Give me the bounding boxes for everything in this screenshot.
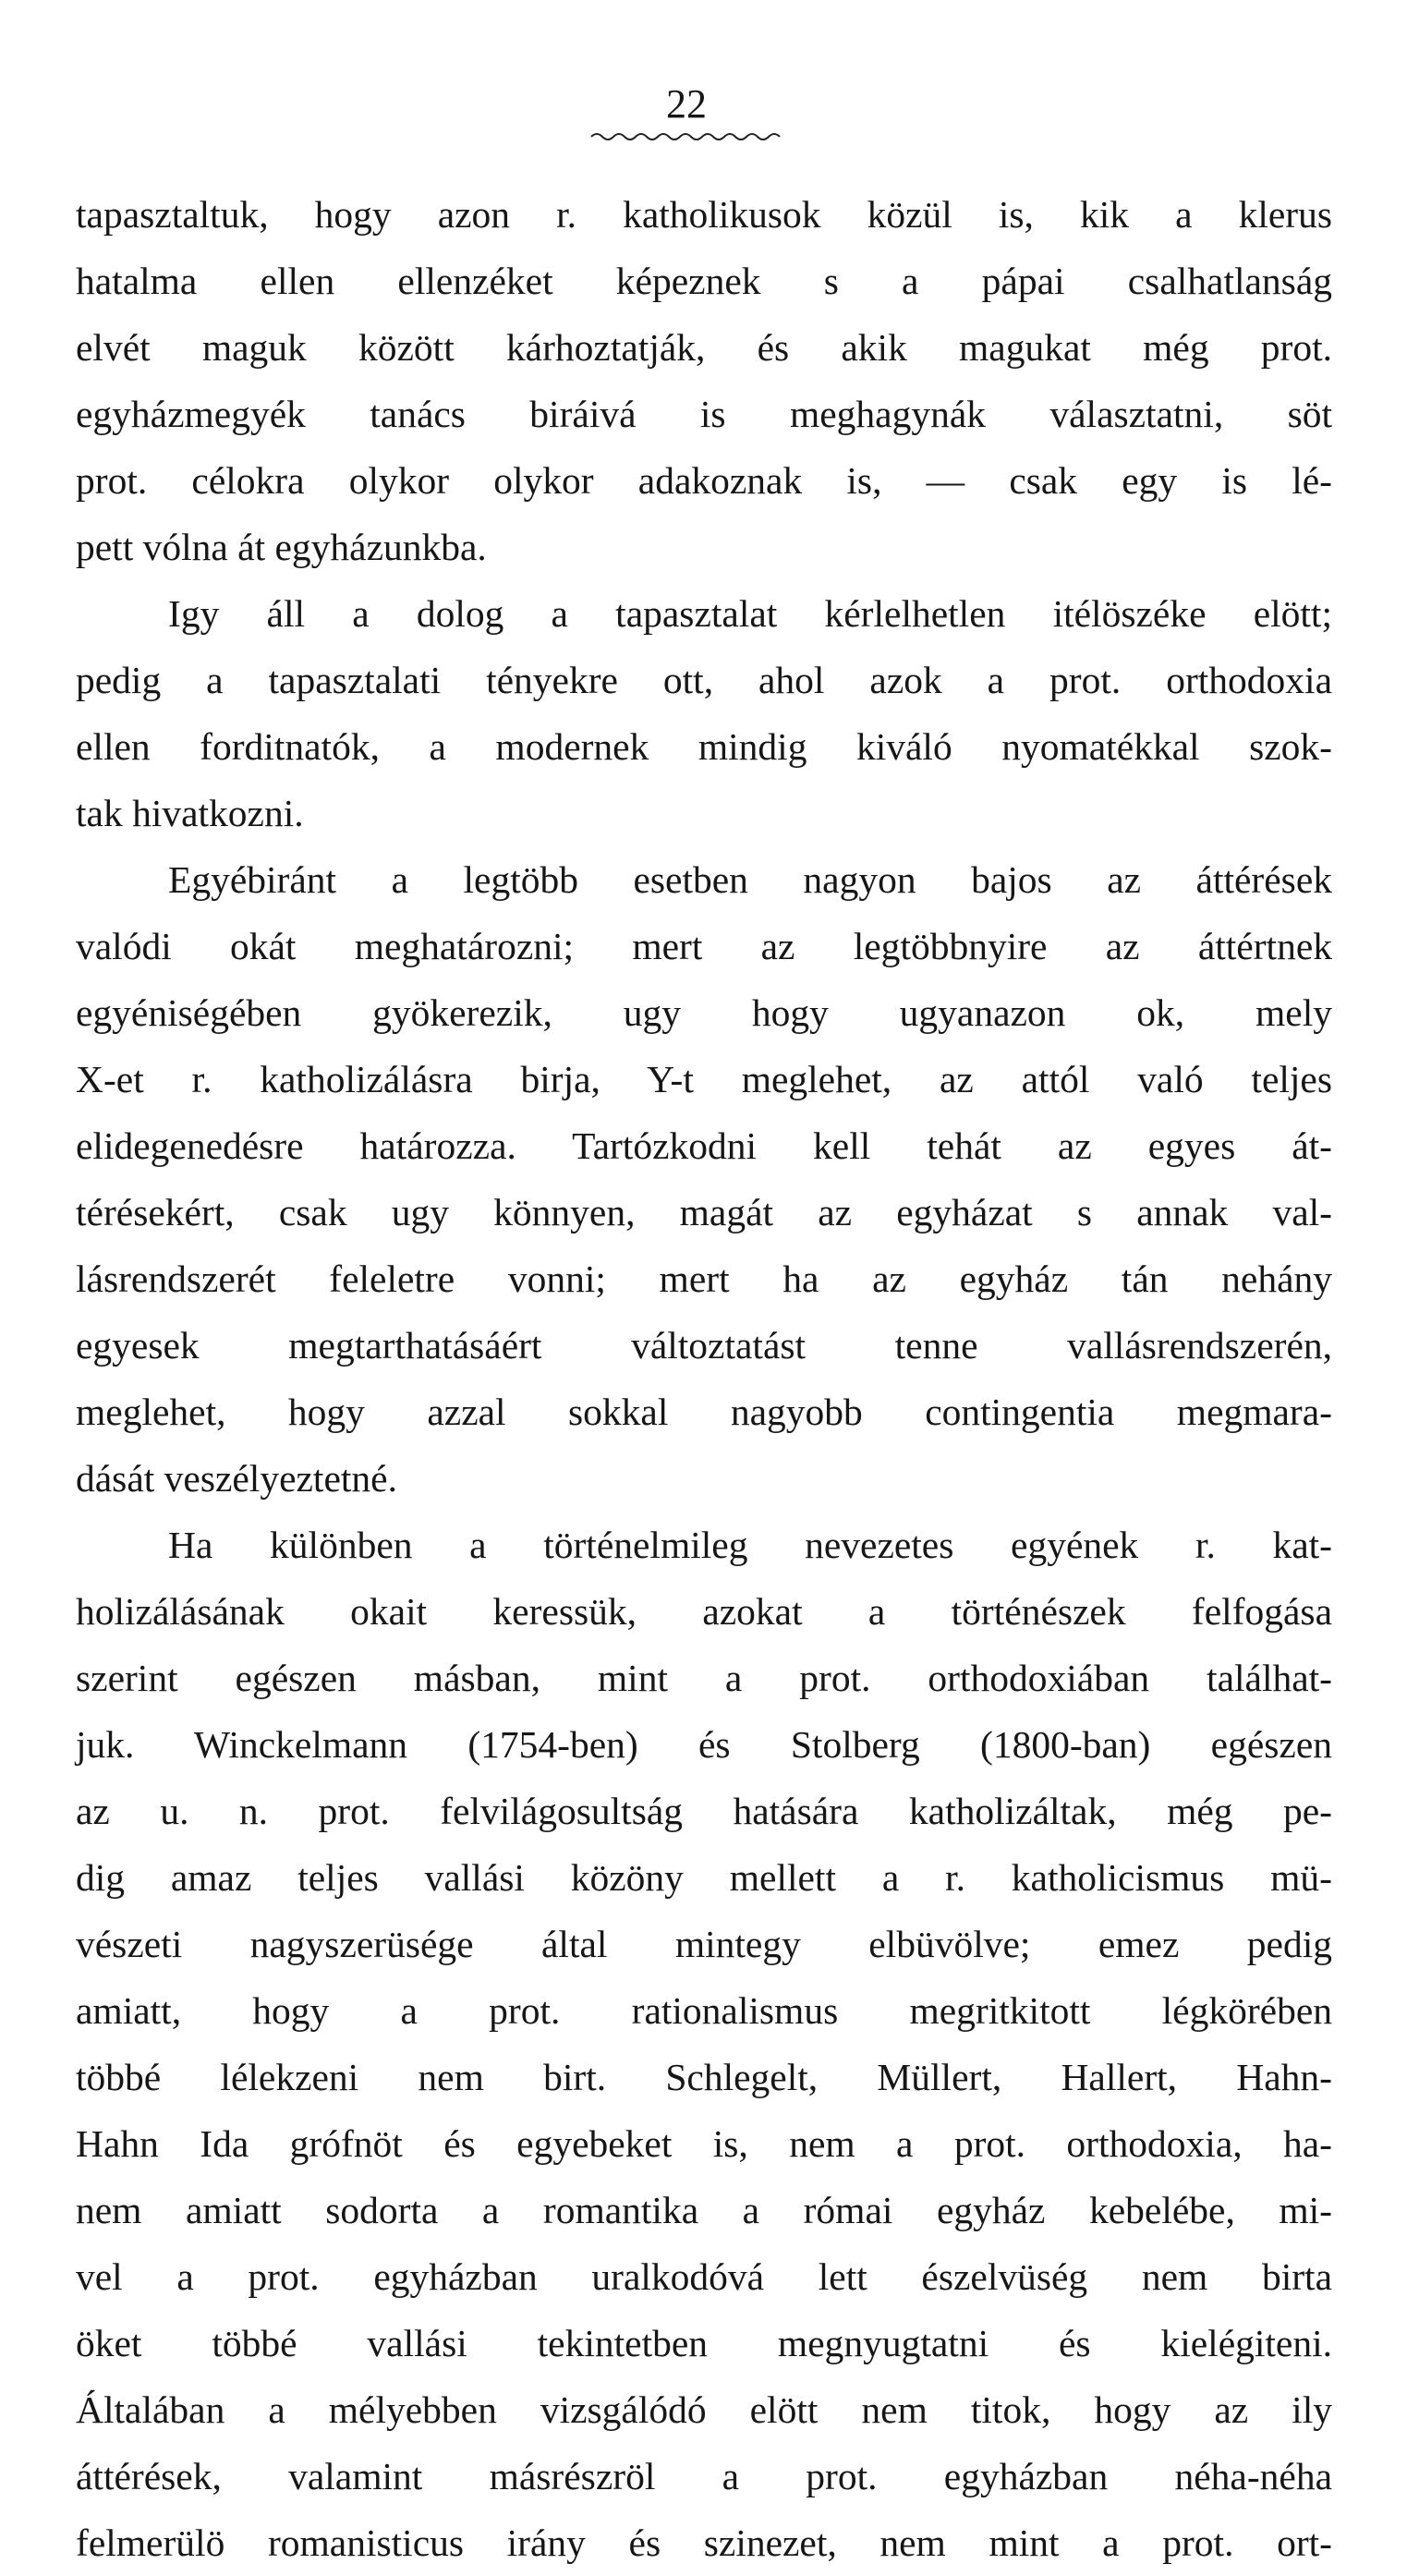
text-line: vel a prot. egyházban uralkodóvá lett észelvüség nem birta: [76, 2255, 1332, 2298]
text-line: pedig a tapasztalati tényekre ott, ahol azok a prot. orthodoxia: [76, 659, 1332, 701]
page-number: 22: [666, 81, 707, 127]
text-line: tak hivatkozni.: [76, 792, 304, 834]
text-line: az u. n. prot. felvilágosultság hatására katholizáltak, még pe-: [76, 1790, 1332, 1832]
text-line: öket többé vallási tekintetben megnyugtatni és kielégiteni.: [76, 2322, 1332, 2364]
text-line: térésekért, csak ugy könnyen, magát az egyházat s annak val-: [76, 1191, 1332, 1233]
text-line: nem amiatt sodorta a romantika a római egyház kebelébe, mi-: [76, 2189, 1332, 2231]
text-line: egyéniségében gyökerezik, ugy hogy ugyanazon ok, mely: [76, 991, 1332, 1034]
wavy-ornament: [589, 129, 783, 144]
text-line: többé lélekzeni nem birt. Schlegelt, Müllert, Hallert, Hahn-: [76, 2056, 1332, 2098]
text-line: áttérések, valamint másrészröl a prot. egyházban néha-néha: [76, 2455, 1332, 2497]
body-text: [76, 181, 1332, 2576]
text-line: egyesek megtarthatásáért változtatást tenne vallásrendszerén,: [76, 1324, 1332, 1367]
text-line: pett vólna át egyházunkba.: [76, 526, 487, 568]
text-line: X-et r. katholizálásra birja, Y-t meglehet, az attól való teljes: [76, 1058, 1332, 1100]
text-line: ellen forditnatók, a modernek mindig kiváló nyomatékkal szok-: [76, 725, 1332, 768]
text-line: Hahn Ida grófnöt és egyebeket is, nem a prot. orthodoxia, ha-: [76, 2122, 1332, 2165]
text-line: Általában a mélyebben vizsgálódó elött nem titok, hogy az ily: [76, 2388, 1332, 2431]
text-line: elidegenedésre határozza. Tartózkodni kell tehát az egyes át-: [76, 1124, 1332, 1167]
text-line: lásrendszerét feleletre vonni; mert ha az egyház tán nehány: [76, 1258, 1332, 1300]
text-line: Igy áll a dolog a tapasztalat kérlelhetlen itélöszéke elött;: [168, 592, 1332, 635]
text-line: vészeti nagyszerüsége által mintegy elbüvölve; emez pedig: [76, 1923, 1332, 1965]
text-line: prot. célokra olykor olykor adakoznak is, — csak egy is lé-: [76, 459, 1332, 502]
text-line: holizálásának okait keressük, azokat a történészek felfogása: [76, 1590, 1332, 1633]
text-line: Ha különben a történelmileg nevezetes egyének r. kat-: [168, 1524, 1332, 1566]
text-line: felmerülö romanisticus irány és szinezet, nem mint a prot. ort-: [76, 2521, 1332, 2564]
text-line: tapasztaltuk, hogy azon r. katholikusok közül is, kik a klerus: [76, 193, 1332, 236]
text-line: meglehet, hogy azzal sokkal nagyobb contingentia megmara-: [76, 1391, 1332, 1433]
text-line: hatalma ellen ellenzéket képeznek s a pápai csalhatlanság: [76, 260, 1332, 302]
page-header: [582, 81, 791, 144]
text-line: juk. Winckelmann (1754-ben) és Stolberg (1800-ban) egészen: [76, 1723, 1332, 1766]
text-line: amiatt, hogy a prot. rationalismus megritkitott légkörében: [76, 1989, 1332, 2032]
text-line: dig amaz teljes vallási közöny mellett a r. katholicismus mü-: [76, 1856, 1332, 1899]
text-line: dását veszélyeztetné.: [76, 1457, 397, 1500]
text-line: Egyébiránt a legtöbb esetben nagyon bajos az áttérések: [168, 858, 1332, 901]
text-line: szerint egészen másban, mint a prot. orthodoxiában találhat-: [76, 1657, 1332, 1699]
text-line: elvét maguk között kárhoztatják, és akik magukat még prot.: [76, 326, 1332, 369]
text-line: egyházmegyék tanács biráivá is meghagynák választatni, söt: [76, 393, 1332, 435]
text-line: valódi okát meghatározni; mert az legtöbbnyire az áttértnek: [76, 925, 1332, 967]
